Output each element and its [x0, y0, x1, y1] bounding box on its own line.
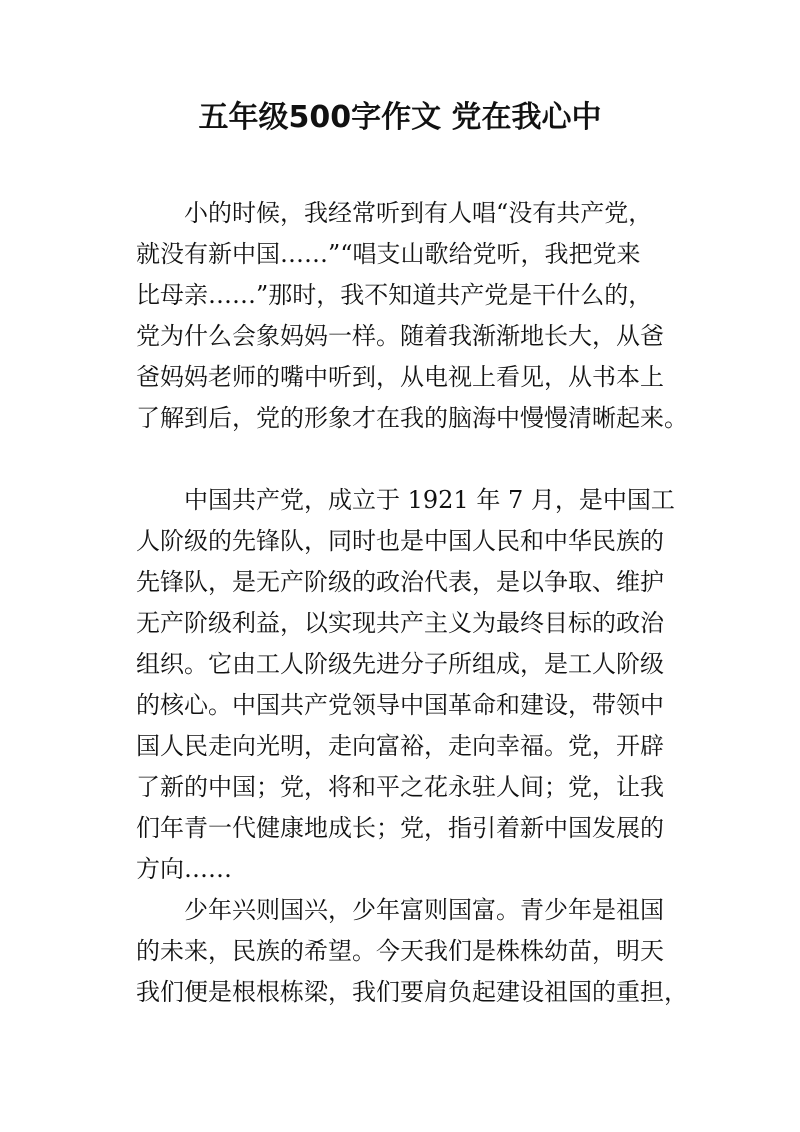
- text-line: 小的时候，我经常听到有人唱“没有共产党，: [184, 199, 653, 227]
- text-line: 比母亲……”那时，我不知道共产党是干什么的，: [136, 281, 653, 309]
- text-line: 先锋队，是无产阶级的政治代表，是以争取、维护: [136, 568, 664, 596]
- text-line: 的未来，民族的希望。今天我们是株株幼苗，明天: [136, 937, 664, 965]
- paragraph-2: [136, 480, 676, 890]
- text-line: 组织。它由工人阶级先进分子所组成，是工人阶级: [136, 650, 664, 678]
- text-line: 了解到后，党的形象才在我的脑海中慢慢清晰起来。: [136, 404, 688, 432]
- text-line: 就没有新中国……”“唱支山歌给党听，我把党来: [136, 240, 641, 268]
- text-line: 我们便是根根栋梁，我们要肩负起建设祖国的重担，: [136, 978, 688, 1006]
- paragraph-gap: [136, 439, 676, 480]
- paragraph-3: [136, 890, 688, 1013]
- text-line: 人阶级的先锋队，同时也是中国人民和中华民族的: [136, 527, 664, 555]
- text-line: 的核心。中国共产党领导中国革命和建设，带领中: [136, 691, 664, 719]
- text-line: 无产阶级利益，以实现共产主义为最终目标的政治: [136, 609, 664, 637]
- document-title: 五年级500字作文 党在我心中: [198, 100, 602, 135]
- text-line: 爸妈妈老师的嘴中听到，从电视上看见，从书本上: [136, 363, 664, 391]
- text-line: 少年兴则国兴，少年富则国富。青少年是祖国: [184, 896, 664, 924]
- text-line: 党为什么会象妈妈一样。随着我渐渐地长大，从爸: [136, 322, 664, 350]
- paragraph-1: [136, 193, 688, 439]
- text-line: 国人民走向光明，走向富裕，走向幸福。党，开辟: [136, 732, 664, 760]
- text-line: 们年青一代健康地成长；党，指引着新中国发展的: [136, 814, 664, 842]
- document-body: [136, 193, 688, 1013]
- text-line: 了新的中国；党，将和平之花永驻人间；党，让我: [136, 773, 664, 801]
- text-line: 方向……: [136, 855, 232, 883]
- text-line: 中国共产党，成立于 1921 年 7 月，是中国工: [184, 486, 675, 514]
